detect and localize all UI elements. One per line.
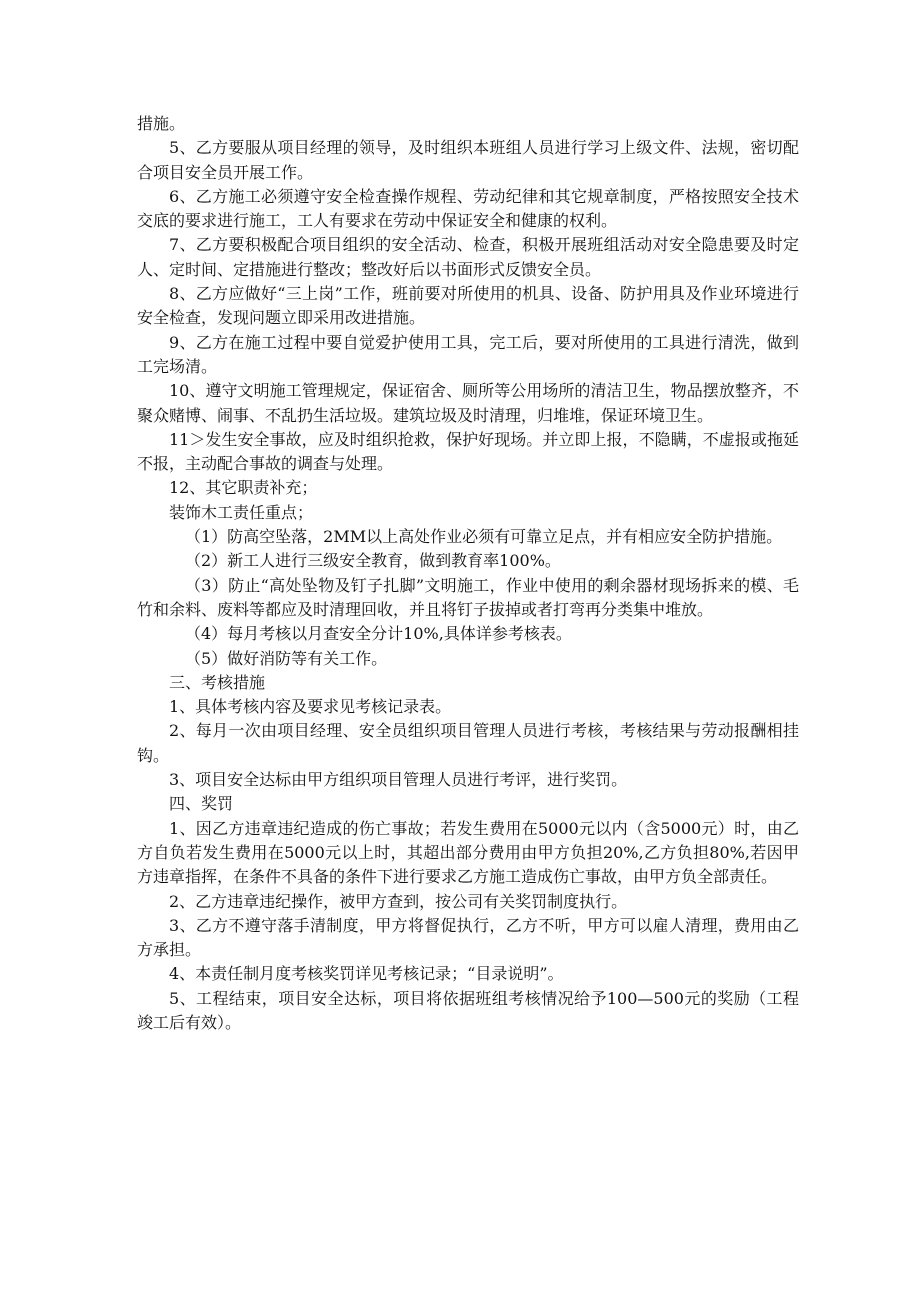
paragraph-carpentry-3: （3）防止“高处坠物及钉子扎脚”文明施工，作业中使用的剩余器材现场拆来的模、毛竹和余料、废料等都应及时清理回收，并且将钉子拔掉或者打弯再分类集中堆放。: [137, 575, 799, 619]
paragraph-rewards-1: 1、因乙方违章违纪造成的伤亡事故；若发生费用在5000元以内（含5000元）时，由乙方自负若发生费用在5000元以上时，其超出部分费用由甲方负担20%,乙方负担80%,若因甲方违章指挥，在条件不具备的条件下进行要求乙方施工造成伤亡事故，由甲方负全部责任。: [137, 818, 799, 887]
paragraph-assessment-2: 2、每月一次由项目经理、安全员组织项目管理人员进行考核，考核结果与劳动报酬相挂钩。: [137, 721, 799, 765]
paragraph-item-6: 6、乙方施工必须遵守安全检查操作规程、劳动纪律和其它规章制度，严格按照安全技术交底的要求进行施工，工人有要求在劳动中保证安全和健康的权利。: [137, 186, 799, 231]
paragraph-carpentry-2: （2）新工人进行三级安全教育，做到教育率100%。: [185, 551, 561, 571]
paragraph-item-8: 8、乙方应做好“三上岗”工作，班前要对所使用的机具、设备、防护用具及作业环境进行安全检查，发现问题立即采用改进措施。: [137, 284, 799, 328]
section-heading-assessment: 三、考核措施: [169, 672, 266, 692]
paragraph-carpentry-4: （4）每月考核以月查安全分计10%,具体详参考核表。: [185, 624, 572, 644]
paragraph-item-11: 11＞发生安全事故，应及时组织抢救，保护好现场。并立即上报，不隐瞒，不虚报或拖延不报，主动配合事故的调查与处理。: [137, 429, 799, 474]
paragraph-carpentry-1: （1）防高空坠落，2MM以上高处作业必须有可靠立足点，并有相应安全防护措施。: [185, 527, 783, 547]
paragraph-rewards-3: 3、乙方不遵守落手清制度，甲方将督促执行，乙方不听，甲方可以雇人清理，费用由乙方承担。: [137, 915, 799, 960]
paragraph-item-10: 10、遵守文明施工管理规定，保证宿舍、厕所等公用场所的清洁卫生，物品摆放整齐，不聚众赌博、闹事、不乱扔生活垃圾。建筑垃圾及时清理，归堆堆，保证环境卫生。: [137, 381, 799, 425]
paragraph-assessment-1: 1、具体考核内容及要求见考核记录表。: [169, 697, 452, 717]
paragraph-item-9: 9、乙方在施工过程中要自觉爱护使用工具，完工后，要对所使用的工具进行清洗，做到工完场清。: [137, 332, 799, 376]
paragraph-item-5: 5、乙方要服从项目经理的领导，及时组织本班组人员进行学习上级文件、法规，密切配合项目安全员开展工作。: [137, 138, 799, 182]
paragraph-measures-tail: 措施。: [137, 114, 186, 133]
paragraph-rewards-4: 4、本责任制月度考核奖罚详见考核记录；“目录说明”。: [169, 964, 564, 984]
paragraph-carpentry-heading: 装饰木工责任重点；: [169, 502, 314, 522]
paragraph-item-12: 12、其它职责补充；: [169, 478, 318, 498]
paragraph-carpentry-5: （5）做好消防等有关工作。: [185, 648, 388, 668]
paragraph-item-7: 7、乙方要积极配合项目组织的安全活动、检查，积极开展班组活动对安全隐患要及时定人、定时间、定措施进行整改；整改好后以书面形式反馈安全员。: [137, 235, 799, 279]
paragraph-rewards-5: 5、工程结束，项目安全达标，项目将依据班组考核情况给予100—500元的奖励（工程竣工后有效）。: [137, 988, 799, 1032]
document-page: [137, 112, 799, 1035]
paragraph-assessment-3: 3、项目安全达标由甲方组织项目管理人员进行考评，进行奖罚。: [169, 770, 628, 790]
section-heading-rewards: 四、奖罚: [169, 794, 234, 814]
paragraph-rewards-2: 2、乙方违章违纪操作，被甲方查到，按公司有关奖罚制度执行。: [169, 891, 628, 911]
